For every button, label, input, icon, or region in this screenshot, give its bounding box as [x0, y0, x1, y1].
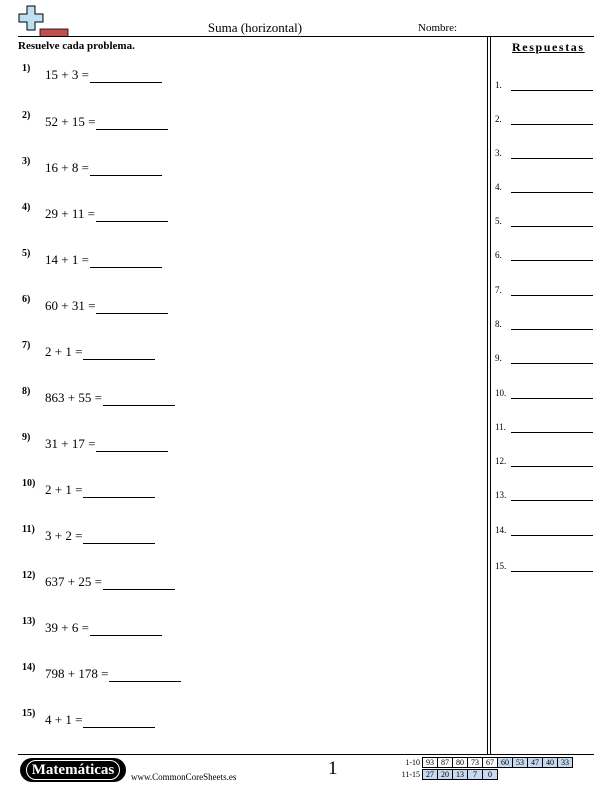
score-row-label: 1-10: [405, 758, 420, 767]
answer-number: 10.: [495, 388, 507, 398]
worksheet-title: Suma (horizontal): [207, 20, 303, 35]
score-cell: 20: [437, 769, 453, 780]
answer-blank[interactable]: [83, 484, 155, 498]
score-cell: 93: [422, 757, 438, 768]
problem-number: 2): [22, 110, 31, 121]
problem-item: [22, 478, 155, 498]
answer-number: 2.: [495, 114, 502, 124]
score-cell: 27: [422, 769, 438, 780]
problem-item: [22, 708, 155, 728]
answer-line[interactable]: [511, 571, 593, 572]
answer-number: 6.: [495, 250, 502, 260]
answer-slot: [495, 422, 595, 438]
answer-number: 9.: [495, 353, 502, 363]
answer-blank[interactable]: [96, 300, 168, 314]
answer-line[interactable]: [511, 329, 593, 330]
score-cell: 53: [512, 757, 528, 768]
answer-number: 8.: [495, 319, 502, 329]
page-number: 1: [328, 758, 338, 779]
problem-number: 12): [22, 570, 36, 581]
answer-number: 15.: [495, 561, 507, 571]
problem-number: 9): [22, 432, 31, 443]
footer-divider: [18, 754, 594, 755]
problem-expression: 2 + 1 =: [45, 344, 83, 359]
answer-number: 11.: [495, 422, 506, 432]
score-cell: 80: [452, 757, 468, 768]
score-row-label: 11-15: [401, 770, 420, 779]
name-label: Nombre:: [418, 22, 458, 34]
problem-expression: 29 + 11 =: [45, 206, 95, 221]
problem-expression: 798 + 178 =: [45, 666, 109, 681]
answer-slot: [495, 353, 595, 369]
problem-number: 14): [22, 662, 36, 673]
problem-number: 5): [22, 248, 31, 259]
answer-slot: [495, 182, 595, 198]
answer-line[interactable]: [511, 295, 593, 296]
answer-line[interactable]: [511, 363, 593, 364]
problem-expression: 3 + 2 =: [45, 528, 83, 543]
problem-item: [22, 294, 168, 314]
answer-number: 5.: [495, 216, 502, 226]
answer-blank[interactable]: [83, 530, 155, 544]
answer-number: 14.: [495, 525, 507, 535]
answer-slot: [495, 216, 595, 232]
answer-blank[interactable]: [90, 254, 162, 268]
problem-item: [22, 110, 168, 130]
problem-number: 10): [22, 478, 36, 489]
answer-slot: [495, 114, 595, 130]
problem-item: [22, 340, 155, 360]
answer-blank[interactable]: [96, 116, 168, 130]
answer-column-divider: [490, 37, 491, 754]
problem-item: [22, 524, 155, 544]
answer-blank[interactable]: [96, 208, 168, 222]
problem-number: 3): [22, 156, 31, 167]
answer-line[interactable]: [511, 192, 593, 193]
score-cell: 73: [467, 757, 483, 768]
answers-title: Respuestas: [512, 40, 585, 54]
answer-line[interactable]: [511, 535, 593, 536]
answer-number: 7.: [495, 285, 502, 295]
problem-number: 4): [22, 202, 31, 213]
score-cell: 0: [482, 769, 498, 780]
answer-line[interactable]: [511, 158, 593, 159]
score-cell: 47: [527, 757, 543, 768]
problem-item: [22, 248, 162, 268]
answer-slot: [495, 319, 595, 335]
answer-slot: [495, 456, 595, 472]
problem-number: 8): [22, 386, 31, 397]
problem-expression: 637 + 25 =: [45, 574, 102, 589]
answer-blank[interactable]: [96, 438, 168, 452]
answer-number: 4.: [495, 182, 502, 192]
problem-expression: 39 + 6 =: [45, 620, 89, 635]
answer-number: 1.: [495, 80, 502, 90]
answer-line[interactable]: [511, 500, 593, 501]
answer-slot: [495, 285, 595, 301]
answer-line[interactable]: [511, 398, 593, 399]
answer-blank[interactable]: [83, 346, 155, 360]
score-cell: 60: [497, 757, 513, 768]
problem-expression: 2 + 1 =: [45, 482, 83, 497]
answer-slot: [495, 525, 595, 541]
answer-blank[interactable]: [90, 69, 162, 83]
score-row: [393, 769, 573, 781]
score-cell: 7: [467, 769, 483, 780]
answer-line[interactable]: [511, 124, 593, 125]
score-cell: 87: [437, 757, 453, 768]
score-table: [393, 757, 573, 781]
plus-logo-icon: [18, 5, 70, 37]
problem-expression: 14 + 1 =: [45, 252, 89, 267]
problem-expression: 15 + 3 =: [45, 67, 89, 82]
problem-item: [22, 570, 175, 590]
score-cell: 40: [542, 757, 558, 768]
brand-badge: [20, 758, 126, 782]
problem-item: [22, 63, 162, 83]
answer-blank[interactable]: [103, 576, 175, 590]
answer-column-divider: [487, 37, 488, 754]
score-row: [393, 757, 573, 769]
score-cell: 33: [557, 757, 573, 768]
answer-line[interactable]: [511, 226, 593, 227]
problem-item: [22, 616, 162, 636]
answer-slot: [495, 561, 595, 577]
problem-item: [22, 386, 175, 406]
problem-number: 1): [22, 63, 31, 74]
answer-blank[interactable]: [90, 162, 162, 176]
answer-number: 3.: [495, 148, 502, 158]
problem-item: [22, 662, 181, 682]
problem-number: 7): [22, 340, 31, 351]
problem-item: [22, 432, 168, 452]
problem-number: 11): [22, 524, 35, 535]
problem-number: 6): [22, 294, 31, 305]
answer-blank[interactable]: [109, 668, 181, 682]
answer-line[interactable]: [511, 432, 593, 433]
answer-blank[interactable]: [90, 622, 162, 636]
problem-number: 13): [22, 616, 36, 627]
answer-slot: [495, 80, 595, 96]
brand-label: Matemáticas: [26, 760, 120, 780]
problem-expression: 60 + 31 =: [45, 298, 96, 313]
answer-line[interactable]: [511, 260, 593, 261]
problem-expression: 863 + 55 =: [45, 390, 102, 405]
problem-number: 15): [22, 708, 36, 719]
problem-expression: 4 + 1 =: [45, 712, 83, 727]
answer-slot: [495, 250, 595, 266]
site-url: www.CommonCoreSheets.es: [131, 772, 237, 782]
answer-slot: [495, 490, 595, 506]
answer-line[interactable]: [511, 90, 593, 91]
problem-item: [22, 202, 168, 222]
score-cell: 67: [482, 757, 498, 768]
answer-blank[interactable]: [103, 392, 175, 406]
instructions: Resuelve cada problema.: [18, 40, 135, 52]
answer-blank[interactable]: [83, 714, 155, 728]
problem-item: [22, 156, 162, 176]
header-divider: [18, 36, 594, 37]
answer-number: 12.: [495, 456, 507, 466]
problem-expression: 31 + 17 =: [45, 436, 96, 451]
answer-slot: [495, 388, 595, 404]
answer-slot: [495, 148, 595, 164]
answer-number: 13.: [495, 490, 507, 500]
answer-line[interactable]: [511, 466, 593, 467]
score-cell: 13: [452, 769, 468, 780]
problem-expression: 52 + 15 =: [45, 114, 96, 129]
problem-expression: 16 + 8 =: [45, 160, 89, 175]
